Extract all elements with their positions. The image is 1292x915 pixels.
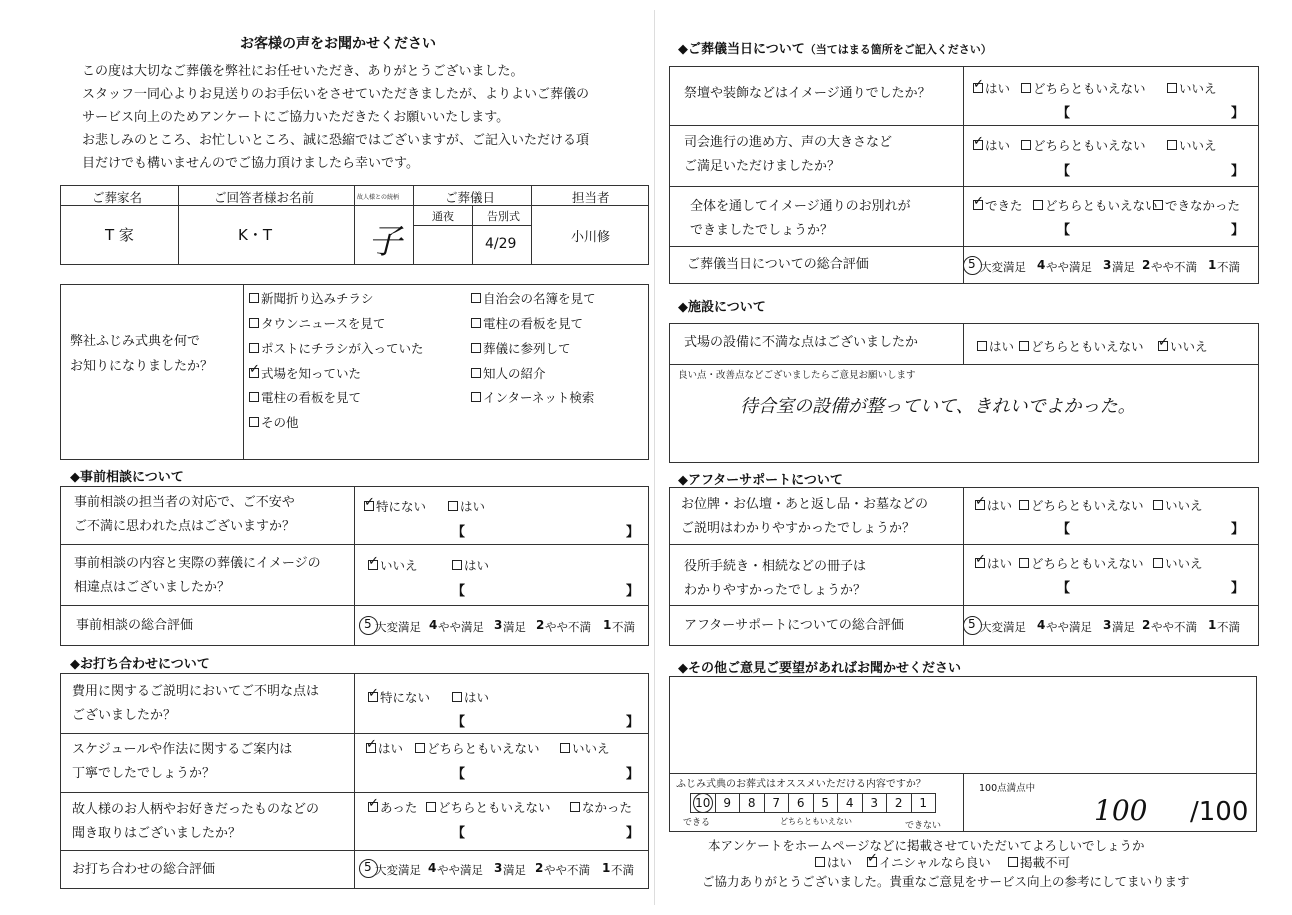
checkmark-icon: ✓: [368, 796, 379, 811]
score-value-handwritten: 100: [1094, 794, 1148, 827]
publish-question: 本アンケートをホームページなどに掲載させていただいてよろしいでしょうか: [708, 838, 1145, 853]
scale-9[interactable]: 9: [716, 794, 741, 812]
scale-8[interactable]: 8: [740, 794, 765, 812]
checkbox-publish-yes[interactable]: [815, 857, 825, 867]
checkbox-meet3-no[interactable]: [570, 802, 580, 812]
checkbox-attended[interactable]: [471, 343, 481, 353]
scale-1[interactable]: 1: [919, 796, 928, 810]
checkmark-icon: ✓: [364, 495, 375, 510]
checkmark-icon: ✓: [973, 77, 984, 92]
checkbox-meet1-yes[interactable]: [452, 692, 462, 702]
checkmark-icon: ✓: [867, 851, 878, 866]
pre-question-1: 事前相談の担当者の対応で、ご不安や: [74, 495, 295, 510]
day-overall-rating-label: ご葬儀当日についての総合評価: [687, 257, 869, 272]
score-label: 100点満点中: [979, 783, 1036, 794]
scale-2[interactable]: 2: [887, 794, 912, 812]
checkmark-icon: ✓: [249, 362, 260, 377]
scale-6[interactable]: 6: [789, 794, 814, 812]
meeting-overall-rating-label: お打ち合わせの総合評価: [72, 862, 216, 877]
section-heading-other: ◆その他ご意見ご要望があればお聞かせください: [678, 661, 961, 676]
section-heading-after-support: ◆アフターサポートについて: [678, 473, 843, 488]
scale-7[interactable]: 7: [765, 794, 790, 812]
day-question-2: 司会進行の進め方、声の大きさなど: [684, 135, 893, 150]
recommend-scale: [690, 793, 936, 813]
section-heading-funeral-day: ◆ご葬儀当日について（当てはまる箇所をご記入ください）: [678, 42, 992, 57]
checkbox-pre1-yes[interactable]: [448, 501, 458, 511]
checkmark-icon: ✓: [973, 194, 984, 209]
after-question-2: 役所手続き・相続などの冊子は: [684, 559, 867, 574]
family-name-value: T 家: [105, 226, 134, 244]
meeting-question-1: 費用に関するご説明においてご不明な点は: [72, 684, 320, 699]
selected-circle-icon: [693, 793, 713, 813]
meeting-question-3: 故人様のお人柄やお好きだったものなどの: [72, 802, 320, 817]
scale-3[interactable]: 3: [863, 794, 888, 812]
section-heading-pre-consultation: ◆事前相談について: [70, 470, 184, 485]
checkbox-newspaper[interactable]: [249, 293, 259, 303]
scale-label-can: できる: [683, 818, 711, 828]
checkbox-meet2-no[interactable]: [560, 743, 570, 753]
meeting-question-2: スケジュールや作法に関するご案内は: [72, 742, 293, 757]
survey-title: お客様の声をお聞かせください: [240, 36, 436, 52]
section-heading-facility: ◆施設について: [678, 300, 766, 315]
checkbox-internet[interactable]: [471, 392, 481, 402]
checkbox-meet3-neutral[interactable]: [426, 802, 436, 812]
after-overall-rating-label: アフターサポートについての総合評価: [684, 618, 904, 633]
facility-question: 式場の設備に不満な点はございましたか: [684, 335, 919, 350]
checkmark-icon: ✓: [975, 494, 986, 509]
checkbox-pole-sign-1[interactable]: [471, 318, 481, 328]
day-question-1: 祭壇や装飾などはイメージ通りでしたか？: [684, 86, 931, 101]
checkbox-day3-no[interactable]: [1153, 200, 1163, 210]
checkbox-day3-neutral[interactable]: [1033, 200, 1043, 210]
checkmark-icon: ✓: [368, 686, 379, 701]
scale-label-cannot: できない: [905, 821, 942, 831]
checkmark-icon: ✓: [1158, 335, 1169, 350]
facility-comment-handwritten: 待合室の設備が整っていて、きれいでよかった。: [740, 396, 1136, 417]
checkbox-community[interactable]: [471, 293, 481, 303]
checkbox-publish-no[interactable]: [1008, 857, 1018, 867]
checkbox-day1-no[interactable]: [1167, 83, 1177, 93]
header-respondent: ご回答者様お名前: [214, 190, 315, 205]
checkbox-pole-sign-2[interactable]: [249, 392, 259, 402]
checkbox-after1-no[interactable]: [1153, 500, 1163, 510]
scale-10-selected[interactable]: 10: [691, 794, 716, 812]
header-staff: 担当者: [572, 190, 610, 205]
checkbox-meet2-neutral[interactable]: [415, 743, 425, 753]
recommend-question: ふじみ式典のお葬式はオススメいただける内容ですか？: [676, 779, 926, 790]
checkmark-icon: ✓: [368, 554, 379, 569]
pre-question-2: 事前相談の内容と実際の葬儀にイメージの: [74, 556, 321, 571]
after-question-1: お位牌・お仏壇・あと返し品・お墓などの: [681, 497, 929, 512]
staff-name-value: 小川修: [571, 230, 611, 245]
checkmark-icon: ✓: [973, 134, 984, 149]
funeral-date-value: 4/29: [485, 236, 517, 252]
score-max: /100: [1190, 797, 1249, 827]
pre-overall-rating-label: 事前相談の総合評価: [76, 618, 194, 633]
checkbox-facility-yes[interactable]: [977, 341, 987, 351]
checkbox-pre2-yes[interactable]: [452, 560, 462, 570]
respondent-name-value: K・T: [238, 226, 272, 244]
checkbox-other[interactable]: [249, 417, 259, 427]
checkbox-referral[interactable]: [471, 368, 481, 378]
header-funeral-date: ご葬儀日: [445, 190, 496, 205]
checkbox-day2-neutral[interactable]: [1021, 140, 1031, 150]
checkmark-icon: ✓: [975, 552, 986, 567]
scale-label-neutral: どちらともいえない: [780, 817, 852, 826]
checkbox-after2-no[interactable]: [1153, 558, 1163, 568]
checkbox-day2-no[interactable]: [1167, 140, 1177, 150]
header-family: ご葬家名: [92, 190, 143, 205]
thanks-message: ご協力ありがとうございました。貴重なご意見をサービス向上の参考にしてまいります: [702, 874, 1190, 889]
checkbox-after2-neutral[interactable]: [1019, 558, 1029, 568]
source-question: 弊社ふじみ式典を何で: [70, 334, 201, 349]
day-question-3: 全体を通してイメージ通りのお別れが: [690, 199, 911, 214]
checkbox-day1-neutral[interactable]: [1021, 83, 1031, 93]
checkbox-after1-neutral[interactable]: [1019, 500, 1029, 510]
section-heading-meeting: ◆お打ち合わせについて: [70, 657, 210, 672]
checkmark-icon: ✓: [366, 737, 377, 752]
checkbox-flyer[interactable]: [249, 343, 259, 353]
header-wake: 通夜: [432, 210, 454, 223]
relation-value: 子: [368, 222, 402, 262]
page-fold: [654, 10, 655, 905]
checkbox-facility-neutral[interactable]: [1019, 341, 1029, 351]
checkbox-town-news[interactable]: [249, 318, 259, 328]
header-relation: 故人様との続柄: [357, 194, 400, 201]
scale-5[interactable]: 5: [814, 794, 839, 812]
header-funeral: 告別式: [487, 210, 520, 223]
facility-comment-label: 良い点・改善点などございましたらご意見お願いします: [678, 370, 916, 381]
scale-4[interactable]: 4: [838, 794, 863, 812]
